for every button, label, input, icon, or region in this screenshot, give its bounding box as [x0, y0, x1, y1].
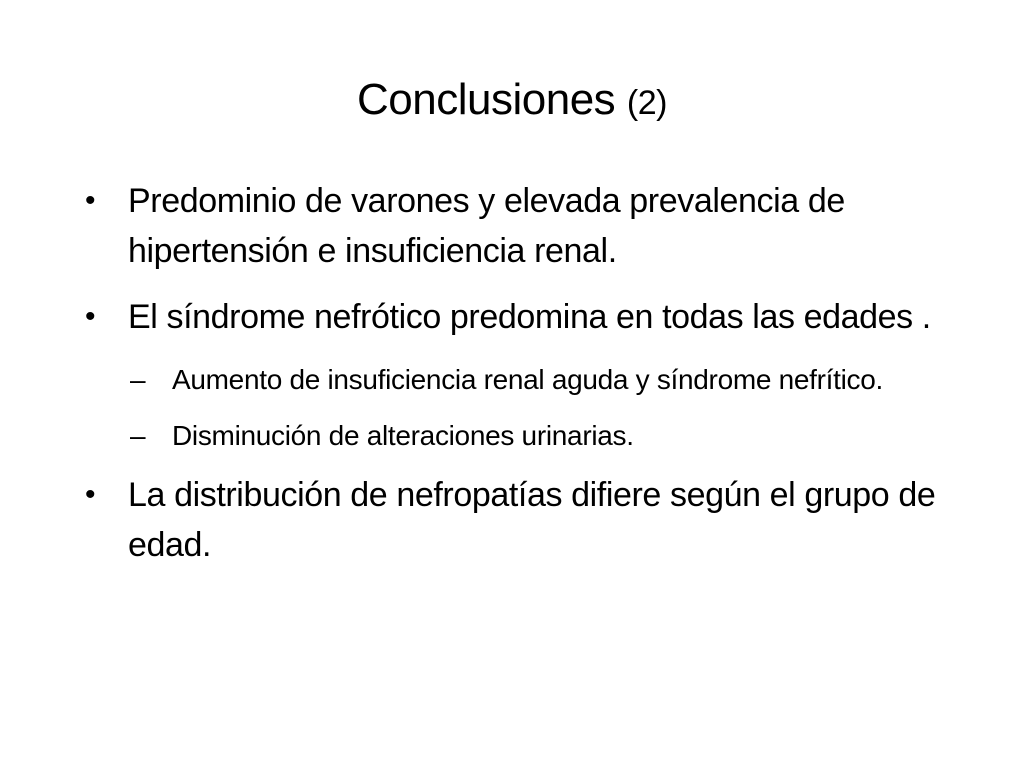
bullet-text: Predominio de varones y elevada prevalencia de hipertensión e insuficiencia renal.: [128, 182, 845, 270]
bullet-item: [82, 470, 962, 570]
bullet-icon: •: [85, 300, 96, 333]
bullet-item: [82, 292, 962, 342]
sub-bullet-item: [82, 358, 962, 402]
slide-title: [0, 70, 1024, 133]
bullet-icon: •: [85, 184, 96, 217]
title-suffix: (2): [626, 84, 667, 122]
bullet-list: [82, 176, 962, 586]
bullet-text: El síndrome nefrótico predomina en todas las edades .: [128, 298, 931, 336]
title-text: Conclusiones: [357, 75, 616, 124]
sub-bullet-text: Disminución de alteraciones urinarias.: [172, 420, 634, 451]
bullet-text: La distribución de nefropatías difiere según el grupo de edad.: [128, 476, 936, 564]
dash-icon: –: [130, 364, 146, 395]
bullet-icon: •: [85, 478, 96, 511]
sub-bullet-item: [82, 414, 962, 458]
bullet-item: [82, 176, 962, 276]
dash-icon: –: [130, 420, 146, 451]
sub-bullet-text: Aumento de insuficiencia renal aguda y síndrome nefrítico.: [172, 364, 884, 395]
